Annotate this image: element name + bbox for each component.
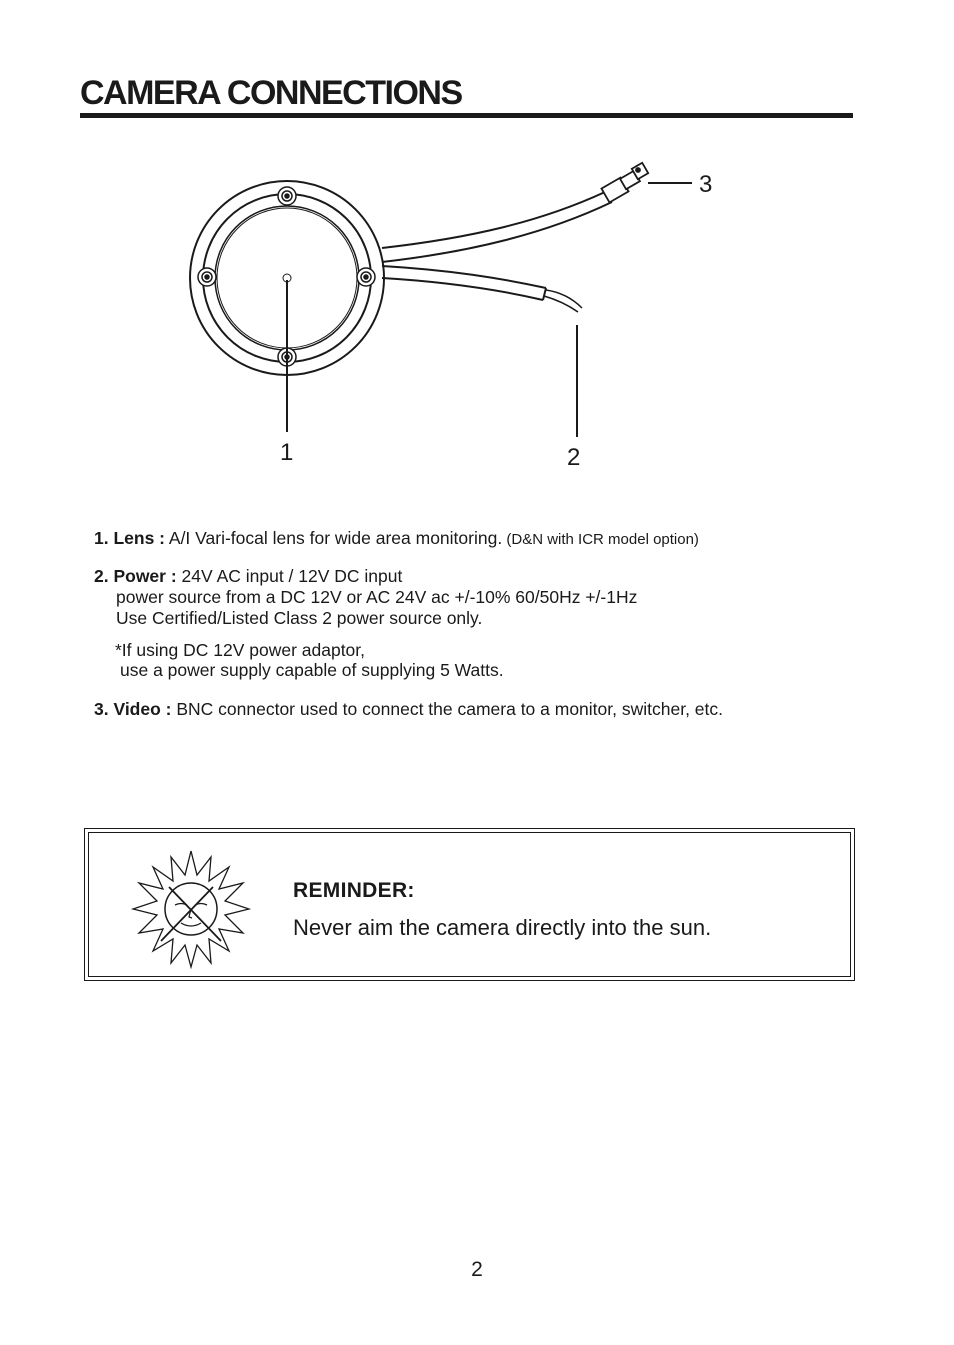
spec-lens <box>94 528 699 550</box>
spec-power-footnote-1: *If using DC 12V power adaptor, <box>115 640 366 660</box>
spec-label: 3. Video : <box>94 699 172 719</box>
spec-power-line-1: power source from a DC 12V or AC 24V ac +/-10% 60/50Hz +/-1Hz <box>116 587 638 607</box>
page-number: 2 <box>471 1258 483 1281</box>
title-rule <box>80 113 853 118</box>
reminder-text: Never aim the camera directly into the sun. <box>293 915 712 940</box>
spec-text: BNC connector used to connect the camera to a monitor, switcher, etc. <box>171 699 724 719</box>
video-cable <box>382 192 612 262</box>
spec-note: (D&N with ICR model option) <box>502 531 699 548</box>
callout-1: 1 <box>280 439 294 466</box>
spec-text: 24V AC input / 12V DC input <box>176 566 403 586</box>
callout-3: 3 <box>699 171 713 198</box>
spec-power <box>94 566 402 587</box>
power-cable <box>382 266 582 312</box>
callout-2: 2 <box>567 444 581 471</box>
spec-label: 2. Power : <box>94 566 177 586</box>
camera-connections-diagram <box>0 150 954 490</box>
no-sun-icon <box>131 849 251 969</box>
bnc-connector-icon <box>601 163 648 203</box>
spec-power-line-2: Use Certified/Listed Class 2 power source only. <box>116 608 483 628</box>
page-title: CAMERA CONNECTIONS <box>80 74 462 112</box>
spec-text: A/I Vari-focal lens for wide area monitoring. <box>165 528 503 548</box>
spec-video <box>94 699 723 720</box>
spec-label: 1. Lens : <box>94 528 165 548</box>
reminder-title: REMINDER: <box>293 879 415 902</box>
reminder-inner-border <box>88 832 851 977</box>
reminder-box <box>84 828 855 981</box>
spec-power-footnote-2: use a power supply capable of supplying 5 Watts. <box>120 660 504 680</box>
